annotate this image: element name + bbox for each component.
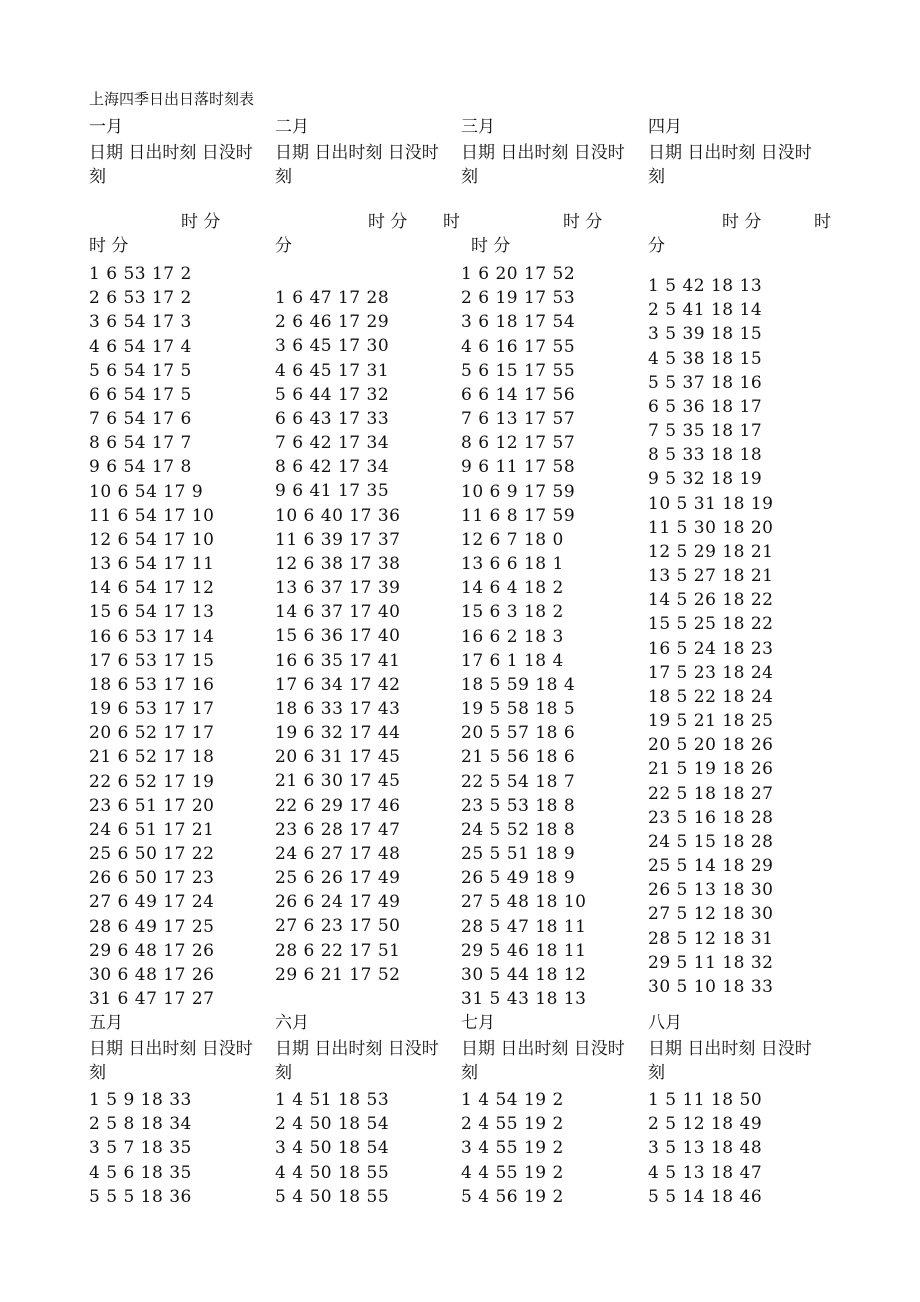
table-row: 23 6 28 17 47 [275, 819, 401, 840]
column-header: 日期 日出时刻 日没时 [89, 1039, 253, 1059]
table-row: 3 4 55 19 2 [461, 1138, 564, 1159]
time-unit-label: 时 分 [563, 212, 603, 232]
table-row: 28 5 47 18 11 [461, 916, 587, 937]
table-row: 24 6 27 17 48 [275, 843, 401, 864]
column-header: 日期 日出时刻 日没时 [461, 143, 625, 163]
month-label: 七月 [461, 1013, 495, 1033]
month-label: 一月 [89, 117, 123, 137]
table-row: 26 6 50 17 23 [89, 868, 215, 889]
table-row: 5 5 14 18 46 [648, 1186, 763, 1207]
table-row: 1 6 47 17 28 [275, 288, 390, 308]
table-row: 8 5 33 18 18 [648, 445, 763, 466]
table-row: 6 6 14 17 56 [461, 384, 576, 405]
table-row: 20 6 52 17 17 [89, 723, 215, 744]
table-row: 20 5 20 18 26 [648, 735, 774, 756]
table-row: 18 5 59 18 4 [461, 674, 576, 695]
table-row: 29 6 48 17 26 [89, 940, 215, 961]
table-row: 1 6 53 17 2 [89, 264, 192, 284]
table-row: 30 5 44 18 12 [461, 964, 587, 985]
page-title: 上海四季日出日落时刻表 [89, 90, 255, 108]
table-row: 25 6 26 17 49 [275, 868, 401, 889]
month-label: 二月 [275, 117, 309, 137]
table-row: 22 6 29 17 46 [275, 795, 401, 816]
table-row: 18 5 22 18 24 [648, 686, 774, 707]
table-row: 5 5 5 18 36 [89, 1186, 192, 1207]
table-row: 13 6 54 17 11 [89, 554, 215, 575]
table-row: 29 6 21 17 52 [275, 964, 401, 985]
table-row: 6 5 36 18 17 [648, 396, 763, 417]
table-row: 1 6 20 17 52 [461, 264, 576, 284]
table-row: 4 6 45 17 31 [275, 360, 390, 381]
table-row: 2 5 41 18 14 [648, 300, 763, 321]
table-row: 12 5 29 18 21 [648, 541, 774, 562]
column-header-wrap: 刻 [648, 1063, 665, 1083]
table-row: 8 6 12 17 57 [461, 433, 576, 454]
table-row: 28 6 22 17 51 [275, 940, 401, 961]
table-row: 10 6 9 17 59 [461, 481, 576, 502]
table-row: 19 6 32 17 44 [275, 723, 401, 744]
table-row: 3 6 18 17 54 [461, 312, 576, 333]
table-row: 12 6 54 17 10 [89, 529, 215, 550]
table-row: 17 6 1 18 4 [461, 650, 564, 671]
table-row: 23 5 16 18 28 [648, 807, 774, 828]
table-row: 7 6 42 17 34 [275, 433, 390, 454]
table-row: 5 6 44 17 32 [275, 384, 390, 405]
column-header-wrap: 刻 [89, 167, 106, 187]
month-label: 三月 [461, 117, 495, 137]
table-row: 11 6 39 17 37 [275, 529, 401, 550]
time-unit-label: 分 [275, 236, 292, 256]
table-row: 26 6 24 17 49 [275, 892, 401, 913]
table-row: 17 6 34 17 42 [275, 674, 401, 695]
table-row: 28 6 49 17 25 [89, 916, 215, 937]
table-row: 2 5 12 18 49 [648, 1114, 763, 1135]
column-header: 日期 日出时刻 日没时 [648, 143, 812, 163]
table-row: 28 5 12 18 31 [648, 928, 774, 949]
table-row: 2 4 55 19 2 [461, 1114, 564, 1135]
table-row: 3 5 7 18 35 [89, 1138, 192, 1159]
table-row: 17 5 23 18 24 [648, 662, 774, 683]
table-row: 3 6 45 17 30 [275, 336, 390, 357]
table-row: 25 5 51 18 9 [461, 844, 576, 865]
table-row: 13 6 6 18 1 [461, 554, 564, 575]
table-row: 12 6 38 17 38 [275, 553, 401, 574]
month-label: 五月 [89, 1013, 123, 1033]
time-unit-label: 时 分 [722, 212, 762, 232]
table-row: 24 6 51 17 21 [89, 819, 215, 840]
table-row: 23 5 53 18 8 [461, 795, 576, 816]
column-header: 日期 日出时刻 日没时 [461, 1039, 625, 1059]
table-row: 13 6 37 17 39 [275, 578, 401, 599]
table-row: 15 6 3 18 2 [461, 602, 564, 623]
month-label: 四月 [648, 117, 682, 137]
table-row: 3 4 50 18 54 [275, 1138, 390, 1159]
table-row: 27 5 48 18 10 [461, 892, 587, 913]
table-row: 10 6 40 17 36 [275, 505, 401, 526]
table-row: 8 6 42 17 34 [275, 457, 390, 478]
time-unit-label: 分 [648, 236, 665, 256]
table-row: 5 6 54 17 5 [89, 360, 192, 381]
table-row: 6 6 54 17 5 [89, 384, 192, 405]
table-row: 4 5 13 18 47 [648, 1162, 763, 1183]
table-row: 14 5 26 18 22 [648, 590, 774, 611]
table-row: 2 5 8 18 34 [89, 1114, 192, 1135]
table-row: 2 4 50 18 54 [275, 1114, 390, 1135]
table-row: 11 6 54 17 10 [89, 505, 215, 526]
table-row: 15 5 25 18 22 [648, 614, 774, 635]
table-row: 19 6 53 17 17 [89, 699, 215, 720]
table-row: 30 5 10 18 33 [648, 976, 774, 997]
column-header: 日期 日出时刻 日没时 [275, 1039, 439, 1059]
column-header-wrap: 刻 [89, 1063, 106, 1083]
table-row: 14 6 4 18 2 [461, 578, 564, 599]
time-unit-label: 时 分 [89, 236, 129, 256]
table-row: 25 5 14 18 29 [648, 856, 774, 877]
table-row: 5 4 50 18 55 [275, 1186, 390, 1207]
table-row: 1 5 42 18 13 [648, 276, 763, 296]
table-row: 2 6 19 17 53 [461, 288, 576, 309]
table-row: 26 5 13 18 30 [648, 880, 774, 901]
table-row: 27 6 49 17 24 [89, 892, 215, 913]
table-row: 16 6 53 17 14 [89, 626, 215, 647]
table-row: 13 5 27 18 21 [648, 566, 774, 587]
table-row: 11 5 30 18 20 [648, 517, 774, 538]
table-row: 27 6 23 17 50 [275, 916, 401, 937]
table-row: 24 5 52 18 8 [461, 819, 576, 840]
table-row: 17 6 53 17 15 [89, 650, 215, 671]
table-row: 21 6 30 17 45 [275, 771, 401, 792]
month-label: 八月 [648, 1013, 682, 1033]
table-row: 4 6 16 17 55 [461, 336, 576, 357]
table-row: 18 6 33 17 43 [275, 698, 401, 719]
table-row: 29 5 11 18 32 [648, 952, 774, 973]
table-row: 22 5 18 18 27 [648, 783, 774, 804]
table-row: 23 6 51 17 20 [89, 795, 215, 816]
column-header: 日期 日出时刻 日没时 [648, 1039, 812, 1059]
table-row: 24 5 15 18 28 [648, 831, 774, 852]
time-unit-label: 时 [814, 212, 831, 232]
time-unit-label: 时 分 [368, 212, 408, 232]
table-row: 3 5 13 18 48 [648, 1138, 763, 1159]
table-row: 4 6 54 17 4 [89, 336, 192, 357]
time-unit-label: 时 分 [181, 212, 221, 232]
table-row: 27 5 12 18 30 [648, 904, 774, 925]
column-header: 日期 日出时刻 日没时 [275, 143, 439, 163]
table-row: 21 5 19 18 26 [648, 759, 774, 780]
table-row: 7 6 13 17 57 [461, 409, 576, 430]
table-row: 14 6 54 17 12 [89, 578, 215, 599]
column-header-wrap: 刻 [461, 1063, 478, 1083]
table-row: 5 5 37 18 16 [648, 372, 763, 393]
table-row: 5 4 56 19 2 [461, 1186, 564, 1207]
table-row: 3 6 54 17 3 [89, 312, 192, 333]
table-row: 1 4 51 18 53 [275, 1090, 390, 1110]
table-row: 29 5 46 18 11 [461, 940, 587, 961]
table-row: 4 4 55 19 2 [461, 1162, 564, 1183]
table-row: 9 5 32 18 19 [648, 469, 763, 490]
table-row: 7 5 35 18 17 [648, 421, 763, 442]
table-row: 18 6 53 17 16 [89, 674, 215, 695]
table-row: 16 6 2 18 3 [461, 626, 564, 647]
table-row: 11 6 8 17 59 [461, 505, 576, 526]
table-row: 15 6 36 17 40 [275, 626, 401, 647]
table-row: 15 6 54 17 13 [89, 602, 215, 623]
table-row: 31 6 47 17 27 [89, 989, 215, 1010]
table-row: 6 6 43 17 33 [275, 408, 390, 429]
table-row: 9 6 54 17 8 [89, 457, 192, 478]
column-header-wrap: 刻 [648, 167, 665, 187]
table-row: 10 6 54 17 9 [89, 481, 204, 502]
table-row: 1 5 9 18 33 [89, 1090, 192, 1110]
table-row: 3 5 39 18 15 [648, 324, 763, 345]
table-row: 12 6 7 18 0 [461, 529, 564, 550]
time-unit-label: 时 分 [471, 236, 511, 256]
table-row: 19 5 58 18 5 [461, 699, 576, 720]
table-row: 14 6 37 17 40 [275, 602, 401, 623]
table-row: 1 5 11 18 50 [648, 1090, 763, 1110]
table-row: 9 6 41 17 35 [275, 481, 390, 502]
table-row: 4 4 50 18 55 [275, 1162, 390, 1183]
table-row: 31 5 43 18 13 [461, 989, 587, 1010]
table-row: 7 6 54 17 6 [89, 409, 192, 430]
month-label: 六月 [275, 1013, 309, 1033]
table-row: 1 4 54 19 2 [461, 1090, 564, 1110]
table-row: 26 5 49 18 9 [461, 868, 576, 889]
table-row: 21 5 56 18 6 [461, 747, 576, 768]
table-row: 4 5 6 18 35 [89, 1162, 192, 1183]
column-header-wrap: 刻 [275, 167, 292, 187]
table-row: 21 6 52 17 18 [89, 747, 215, 768]
table-row: 8 6 54 17 7 [89, 433, 192, 454]
table-row: 20 5 57 18 6 [461, 723, 576, 744]
table-row: 25 6 50 17 22 [89, 844, 215, 865]
table-row: 22 5 54 18 7 [461, 771, 576, 792]
table-row: 4 5 38 18 15 [648, 348, 763, 369]
table-row: 9 6 11 17 58 [461, 457, 576, 478]
table-row: 16 5 24 18 23 [648, 638, 774, 659]
time-unit-label: 时 [443, 212, 460, 232]
table-row: 5 6 15 17 55 [461, 360, 576, 381]
table-row: 10 5 31 18 19 [648, 493, 774, 514]
column-header-wrap: 刻 [275, 1063, 292, 1083]
table-row: 19 5 21 18 25 [648, 711, 774, 732]
table-row: 20 6 31 17 45 [275, 747, 401, 768]
table-row: 16 6 35 17 41 [275, 650, 401, 671]
table-row: 2 6 53 17 2 [89, 288, 192, 309]
table-row: 30 6 48 17 26 [89, 964, 215, 985]
table-row: 2 6 46 17 29 [275, 312, 390, 333]
column-header: 日期 日出时刻 日没时 [89, 143, 253, 163]
table-row: 22 6 52 17 19 [89, 771, 215, 792]
column-header-wrap: 刻 [461, 167, 478, 187]
